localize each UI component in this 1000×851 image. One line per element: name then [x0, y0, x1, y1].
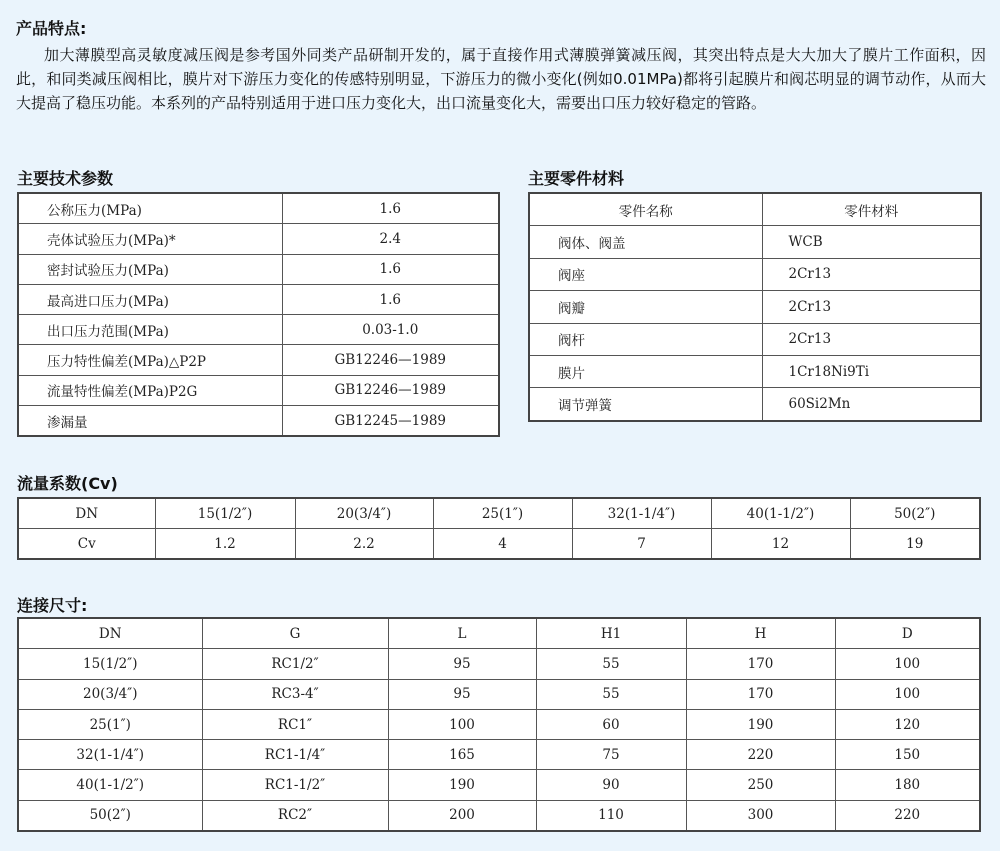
table-cell: 阀座	[529, 258, 762, 290]
connection-row	[18, 649, 980, 679]
table-cell: 流量特性偏差(MPa)P2G	[18, 375, 282, 405]
table-cell: Cv	[18, 529, 155, 560]
table-cell: RC1″	[202, 709, 388, 739]
table-cell: 19	[850, 529, 980, 560]
table-cell: 165	[388, 740, 536, 770]
table-cell: 12	[711, 529, 850, 560]
table-cell: 20(3/4″)	[295, 498, 433, 529]
parts-header-name: 零件名称	[529, 193, 762, 226]
tech-params-row	[18, 375, 499, 405]
table-cell: 阀瓣	[529, 291, 762, 323]
tech-params-row	[18, 406, 499, 437]
table-cell: 90	[536, 770, 686, 800]
table-cell: RC1-1/2″	[202, 770, 388, 800]
cv-row	[18, 529, 980, 560]
table-cell: 1.6	[282, 284, 499, 314]
parts-row	[529, 323, 981, 355]
table-cell: 32(1-1/4″)	[18, 740, 202, 770]
table-cell: 170	[686, 649, 835, 679]
table-cell: 15(1/2″)	[18, 649, 202, 679]
table-cell: 出口压力范围(MPa)	[18, 315, 282, 345]
table-cell: 55	[536, 679, 686, 709]
table-cell: 60Si2Mn	[762, 388, 981, 421]
table-cell: 最高进口压力(MPa)	[18, 284, 282, 314]
table-cell: 60	[536, 709, 686, 739]
table-cell: 公称压力(MPa)	[18, 193, 282, 224]
parts-materials-table	[528, 192, 982, 422]
table-cell: 1.6	[282, 254, 499, 284]
table-cell: 2.4	[282, 224, 499, 254]
table-cell: 1.2	[155, 529, 295, 560]
table-cell: RC3-4″	[202, 679, 388, 709]
tech-params-row	[18, 345, 499, 375]
connection-header-cell: H	[686, 618, 835, 649]
table-cell: 2Cr13	[762, 291, 981, 323]
table-cell: RC1-1/4″	[202, 740, 388, 770]
table-cell: 20(3/4″)	[18, 679, 202, 709]
table-cell: 190	[388, 770, 536, 800]
table-cell: 40(1-1/2″)	[711, 498, 850, 529]
table-cell: 95	[388, 649, 536, 679]
connection-row	[18, 740, 980, 770]
parts-row	[529, 291, 981, 323]
table-cell: 220	[835, 800, 980, 831]
parts-materials-title: 主要零件材料	[528, 169, 625, 188]
connection-header-cell: L	[388, 618, 536, 649]
table-cell: 180	[835, 770, 980, 800]
connection-header-cell: DN	[18, 618, 202, 649]
parts-header-material: 零件材料	[762, 193, 981, 226]
table-cell: 100	[835, 679, 980, 709]
table-cell: 300	[686, 800, 835, 831]
table-cell: 220	[686, 740, 835, 770]
tech-params-table	[17, 192, 500, 437]
table-cell: 150	[835, 740, 980, 770]
table-cell: 50(2″)	[850, 498, 980, 529]
table-cell: 0.03-1.0	[282, 315, 499, 345]
tech-params-row	[18, 193, 499, 224]
table-cell: 190	[686, 709, 835, 739]
table-cell: 40(1-1/2″)	[18, 770, 202, 800]
table-cell: RC1/2″	[202, 649, 388, 679]
connection-header-cell: H1	[536, 618, 686, 649]
table-cell: 55	[536, 649, 686, 679]
table-cell: 2Cr13	[762, 323, 981, 355]
table-cell: 1.6	[282, 193, 499, 224]
connection-dimensions-table	[17, 617, 981, 832]
table-cell: 95	[388, 679, 536, 709]
table-cell: 膜片	[529, 355, 762, 387]
connection-row	[18, 770, 980, 800]
connection-row	[18, 709, 980, 739]
table-cell: 2.2	[295, 529, 433, 560]
tech-params-title: 主要技术参数	[17, 169, 114, 188]
table-cell: 100	[388, 709, 536, 739]
table-cell: GB12246—1989	[282, 345, 499, 375]
connection-row	[18, 679, 980, 709]
table-cell: 120	[835, 709, 980, 739]
parts-row	[529, 226, 981, 258]
table-cell: 200	[388, 800, 536, 831]
tech-params-row	[18, 254, 499, 284]
table-cell: 阀杆	[529, 323, 762, 355]
table-cell: GB12246—1989	[282, 375, 499, 405]
table-cell: 密封试验压力(MPa)	[18, 254, 282, 284]
tech-params-row	[18, 315, 499, 345]
table-cell: 1Cr18Ni9Ti	[762, 355, 981, 387]
table-cell: 50(2″)	[18, 800, 202, 831]
parts-row	[529, 355, 981, 387]
connection-dimensions-title: 连接尺寸:	[17, 596, 88, 615]
table-cell: 100	[835, 649, 980, 679]
table-cell: 调节弹簧	[529, 388, 762, 421]
table-cell: 25(1″)	[433, 498, 572, 529]
table-cell: DN	[18, 498, 155, 529]
table-cell: 32(1-1/4″)	[572, 498, 711, 529]
table-cell: GB12245—1989	[282, 406, 499, 437]
table-cell: 110	[536, 800, 686, 831]
flow-coefficient-table	[17, 497, 981, 560]
table-cell: RC2″	[202, 800, 388, 831]
features-title: 产品特点:	[16, 19, 87, 38]
tech-params-row	[18, 284, 499, 314]
connection-row	[18, 800, 980, 831]
table-cell: 75	[536, 740, 686, 770]
table-cell: WCB	[762, 226, 981, 258]
table-cell: 4	[433, 529, 572, 560]
parts-row	[529, 258, 981, 290]
table-cell: 壳体试验压力(MPa)*	[18, 224, 282, 254]
table-cell: 15(1/2″)	[155, 498, 295, 529]
connection-header-cell: G	[202, 618, 388, 649]
features-paragraph: 加大薄膜型高灵敏度减压阀是参考国外同类产品研制开发的，属于直接作用式薄膜弹簧减压阀，其突出特点是大大加大了膜片工作面积，因此，和同类减压阀相比，膜片对下游压力变化的传感特别明显，下游压力的微小变化(例如0.01MPa)都将引起膜片和阀芯明显的调节动作，从而大大提高了稳压功能。本系列的产品特别适用于进口压力变化大，出口流量变化大，需要出口压力较好稳定的管路。	[16, 46, 986, 112]
flow-coefficient-title: 流量系数(Cv)	[17, 474, 118, 493]
cv-row	[18, 498, 980, 529]
table-cell: 阀体、阀盖	[529, 226, 762, 258]
table-cell: 25(1″)	[18, 709, 202, 739]
table-cell: 压力特性偏差(MPa)△P2P	[18, 345, 282, 375]
tech-params-row	[18, 224, 499, 254]
parts-row	[529, 388, 981, 421]
table-cell: 170	[686, 679, 835, 709]
table-cell: 7	[572, 529, 711, 560]
table-cell: 渗漏量	[18, 406, 282, 437]
table-cell: 2Cr13	[762, 258, 981, 290]
table-cell: 250	[686, 770, 835, 800]
connection-header-cell: D	[835, 618, 980, 649]
